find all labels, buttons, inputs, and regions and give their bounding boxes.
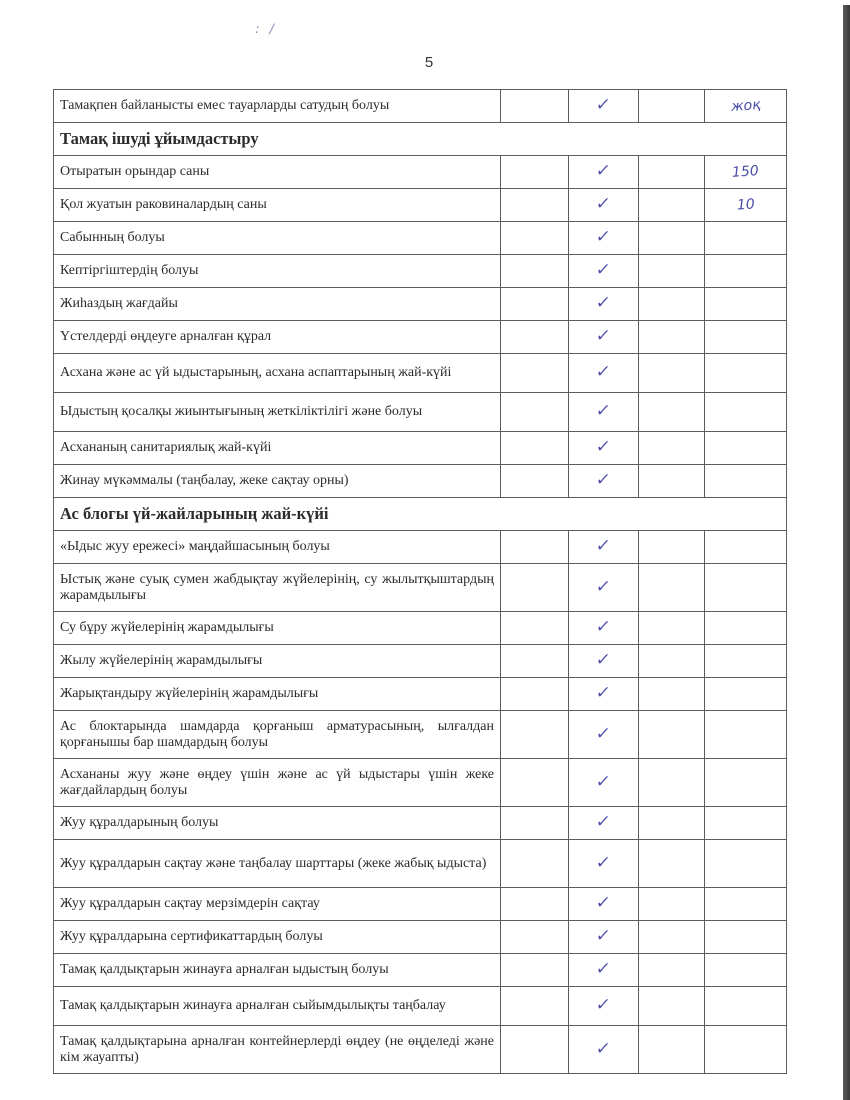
table-row [54, 807, 787, 840]
checkmark-icon: ✓ [594, 926, 613, 946]
empty-cell[interactable] [501, 90, 569, 123]
empty-cell[interactable] [501, 840, 569, 888]
section-title: Ас блогы үй-жайларының жай-күйі [54, 498, 787, 531]
item-label: Жуу құралдарын сақтау мерзімдерін сақтау [54, 888, 501, 921]
note-cell[interactable] [705, 531, 787, 564]
checkmark-icon: ✓ [594, 995, 613, 1015]
scan-edge-shadow [843, 5, 850, 1100]
item-label: Ыстық және суық сумен жабдықтау жүйелерінің, су жылытқыштардың жарамдылығы [54, 564, 501, 612]
empty-cell[interactable] [501, 711, 569, 759]
checkmark-icon: ✓ [594, 470, 613, 490]
item-label: Тамақ қалдықтарына арналған контейнерлерді өңдеу (не өңделеді және кім жауапты) [54, 1026, 501, 1074]
item-label: Жуу құралдарына сертификаттардың болуы [54, 921, 501, 954]
note-cell[interactable] [705, 987, 787, 1026]
item-label: Жинау мүкәммалы (таңбалау, жеке сақтау орны) [54, 465, 501, 498]
check-cell[interactable] [569, 531, 639, 564]
note-cell[interactable] [705, 711, 787, 759]
empty-cell[interactable] [501, 987, 569, 1026]
item-label: Отыратын орындар саны [54, 156, 501, 189]
empty-cell[interactable] [639, 288, 705, 321]
check-cell[interactable] [569, 807, 639, 840]
table-row [54, 288, 787, 321]
note-cell[interactable] [705, 840, 787, 888]
check-cell[interactable] [569, 1026, 639, 1074]
note-cell[interactable] [705, 354, 787, 393]
empty-cell[interactable] [501, 432, 569, 465]
empty-cell[interactable] [639, 759, 705, 807]
checkmark-icon: ✓ [594, 362, 613, 382]
checkmark-icon: ✓ [594, 194, 613, 214]
check-cell[interactable] [569, 156, 639, 189]
empty-cell[interactable] [639, 189, 705, 222]
pen-scribble: : / [253, 22, 279, 37]
checkmark-icon: ✓ [594, 326, 613, 346]
check-cell[interactable] [569, 90, 639, 123]
section-header-row [54, 498, 787, 531]
table-row [54, 465, 787, 498]
item-label: Кептіргіштердің болуы [54, 255, 501, 288]
table-row [54, 759, 787, 807]
empty-cell[interactable] [639, 354, 705, 393]
empty-cell[interactable] [501, 678, 569, 711]
item-label: Тамақ қалдықтарын жинауға арналған ыдыстың болуы [54, 954, 501, 987]
check-cell[interactable] [569, 465, 639, 498]
table-row [54, 222, 787, 255]
check-cell[interactable] [569, 888, 639, 921]
check-cell[interactable] [569, 612, 639, 645]
note-cell[interactable] [705, 921, 787, 954]
checkmark-icon: ✓ [594, 437, 613, 457]
checkmark-icon: ✓ [594, 852, 613, 873]
item-label: Үстелдерді өңдеуге арналған құрал [54, 321, 501, 354]
note-cell[interactable] [705, 465, 787, 498]
empty-cell[interactable] [501, 222, 569, 255]
note-cell[interactable] [705, 90, 787, 123]
item-label: Жарықтандыру жүйелерінің жарамдылығы [54, 678, 501, 711]
item-label: Жылу жүйелерінің жарамдылығы [54, 645, 501, 678]
empty-cell[interactable] [639, 954, 705, 987]
empty-cell[interactable] [639, 645, 705, 678]
check-cell[interactable] [569, 432, 639, 465]
check-cell[interactable] [569, 840, 639, 888]
item-label: Асхана және ас үй ыдыстарының, асхана аспаптарының жай-күйі [54, 354, 501, 393]
table-row [54, 711, 787, 759]
table-row [54, 189, 787, 222]
handwritten-note: 150 [731, 162, 760, 181]
empty-cell[interactable] [639, 888, 705, 921]
check-cell[interactable] [569, 987, 639, 1026]
empty-cell[interactable] [501, 393, 569, 432]
empty-cell[interactable] [501, 612, 569, 645]
empty-cell[interactable] [501, 888, 569, 921]
check-cell[interactable] [569, 564, 639, 612]
table-row [54, 987, 787, 1026]
note-cell[interactable] [705, 678, 787, 711]
note-cell[interactable] [705, 222, 787, 255]
table-row [54, 1026, 787, 1074]
table-row [54, 90, 787, 123]
empty-cell[interactable] [639, 612, 705, 645]
note-cell[interactable] [705, 759, 787, 807]
checkmark-icon: ✓ [594, 771, 613, 792]
check-cell[interactable] [569, 954, 639, 987]
empty-cell[interactable] [639, 711, 705, 759]
item-label: Асхананың санитариялық жай-күйі [54, 432, 501, 465]
table-row [54, 156, 787, 189]
check-cell[interactable] [569, 255, 639, 288]
check-cell[interactable] [569, 321, 639, 354]
note-cell[interactable] [705, 1026, 787, 1074]
empty-cell[interactable] [501, 354, 569, 393]
check-cell[interactable] [569, 189, 639, 222]
section-header-row [54, 123, 787, 156]
table-row [54, 354, 787, 393]
item-label: Жиһаздың жағдайы [54, 288, 501, 321]
empty-cell[interactable] [501, 465, 569, 498]
note-cell[interactable] [705, 564, 787, 612]
table-row [54, 564, 787, 612]
empty-cell[interactable] [639, 90, 705, 123]
empty-cell[interactable] [501, 759, 569, 807]
note-cell[interactable] [705, 888, 787, 921]
table-row [54, 645, 787, 678]
checkmark-icon: ✓ [594, 260, 613, 280]
checkmark-icon: ✓ [594, 1038, 613, 1059]
checkmark-icon: ✓ [594, 293, 613, 313]
check-cell[interactable] [569, 288, 639, 321]
item-label: Асхананы жуу және өңдеу үшін және ас үй ыдыстары үшін жеке жағдайлардың болуы [54, 759, 501, 807]
table-row [54, 531, 787, 564]
empty-cell[interactable] [639, 678, 705, 711]
table-row [54, 678, 787, 711]
checkmark-icon: ✓ [594, 536, 613, 556]
empty-cell[interactable] [639, 321, 705, 354]
item-label: Су бұру жүйелерінің жарамдылығы [54, 612, 501, 645]
empty-cell[interactable] [501, 807, 569, 840]
empty-cell[interactable] [501, 954, 569, 987]
note-cell[interactable] [705, 954, 787, 987]
note-cell[interactable] [705, 255, 787, 288]
empty-cell[interactable] [639, 807, 705, 840]
checkmark-icon: ✓ [594, 576, 613, 597]
empty-cell[interactable] [501, 156, 569, 189]
check-cell[interactable] [569, 393, 639, 432]
note-cell[interactable] [705, 189, 787, 222]
table-row [54, 840, 787, 888]
empty-cell[interactable] [501, 645, 569, 678]
check-cell[interactable] [569, 759, 639, 807]
note-cell[interactable] [705, 432, 787, 465]
note-cell[interactable] [705, 321, 787, 354]
note-cell[interactable] [705, 612, 787, 645]
empty-cell[interactable] [501, 255, 569, 288]
empty-cell[interactable] [639, 222, 705, 255]
section-title: Тамақ ішуді ұйымдастыру [54, 123, 787, 156]
empty-cell[interactable] [501, 288, 569, 321]
checkmark-icon: ✓ [594, 650, 613, 670]
checkmark-icon: ✓ [594, 723, 613, 744]
checkmark-icon: ✓ [594, 617, 613, 637]
checkmark-icon: ✓ [594, 893, 613, 913]
table-row [54, 921, 787, 954]
empty-cell[interactable] [501, 921, 569, 954]
table-row [54, 432, 787, 465]
checkmark-icon: ✓ [594, 959, 613, 979]
table-row [54, 954, 787, 987]
check-cell[interactable] [569, 222, 639, 255]
empty-cell[interactable] [639, 393, 705, 432]
empty-cell[interactable] [639, 255, 705, 288]
table-row [54, 255, 787, 288]
item-label: Ыдыстың қосалқы жиынтығының жеткіліктілігі және болуы [54, 393, 501, 432]
empty-cell[interactable] [639, 840, 705, 888]
note-cell[interactable] [705, 288, 787, 321]
checkmark-icon: ✓ [594, 227, 613, 247]
note-cell[interactable] [705, 645, 787, 678]
checkmark-icon: ✓ [594, 161, 613, 181]
check-cell[interactable] [569, 645, 639, 678]
empty-cell[interactable] [501, 564, 569, 612]
checkmark-icon: ✓ [594, 401, 613, 421]
item-label: Қол жуатын раковиналардың саны [54, 189, 501, 222]
note-cell[interactable] [705, 393, 787, 432]
page-number: 5 [424, 54, 434, 71]
item-label: Сабынның болуы [54, 222, 501, 255]
empty-cell[interactable] [639, 432, 705, 465]
note-cell[interactable] [705, 807, 787, 840]
table-row [54, 321, 787, 354]
handwritten-note: 10 [736, 195, 755, 214]
empty-cell[interactable] [501, 189, 569, 222]
handwritten-note: жоқ [730, 96, 761, 115]
table-row [54, 612, 787, 645]
item-label: Жуу құралдарын сақтау және таңбалау шарттары (жеке жабық ыдыста) [54, 840, 501, 888]
checkmark-icon: ✓ [594, 95, 613, 115]
item-label: Тамақпен байланысты емес тауарларды сатудың болуы [54, 90, 501, 123]
empty-cell[interactable] [639, 921, 705, 954]
checkmark-icon: ✓ [594, 812, 613, 832]
table-row [54, 888, 787, 921]
empty-cell[interactable] [501, 321, 569, 354]
empty-cell[interactable] [501, 1026, 569, 1074]
checkmark-icon: ✓ [594, 683, 613, 703]
empty-cell[interactable] [639, 1026, 705, 1074]
item-label: Ас блоктарында шамдарда қорғаныш арматурасының, ылғалдан қорғанышы бар шамдардың болуы [54, 711, 501, 759]
item-label: Жуу құралдарының болуы [54, 807, 501, 840]
item-label: Тамақ қалдықтарын жинауға арналған сыйымдылықты таңбалау [54, 987, 501, 1026]
empty-cell[interactable] [639, 987, 705, 1026]
check-cell[interactable] [569, 354, 639, 393]
table-row [54, 393, 787, 432]
empty-cell[interactable] [639, 465, 705, 498]
inspection-checklist-table [53, 89, 787, 1074]
item-label: «Ыдыс жуу ережесі» маңдайшасының болуы [54, 531, 501, 564]
note-cell[interactable] [705, 156, 787, 189]
check-cell[interactable] [569, 711, 639, 759]
check-cell[interactable] [569, 678, 639, 711]
empty-cell[interactable] [639, 564, 705, 612]
empty-cell[interactable] [639, 156, 705, 189]
empty-cell[interactable] [501, 531, 569, 564]
empty-cell[interactable] [639, 531, 705, 564]
check-cell[interactable] [569, 921, 639, 954]
